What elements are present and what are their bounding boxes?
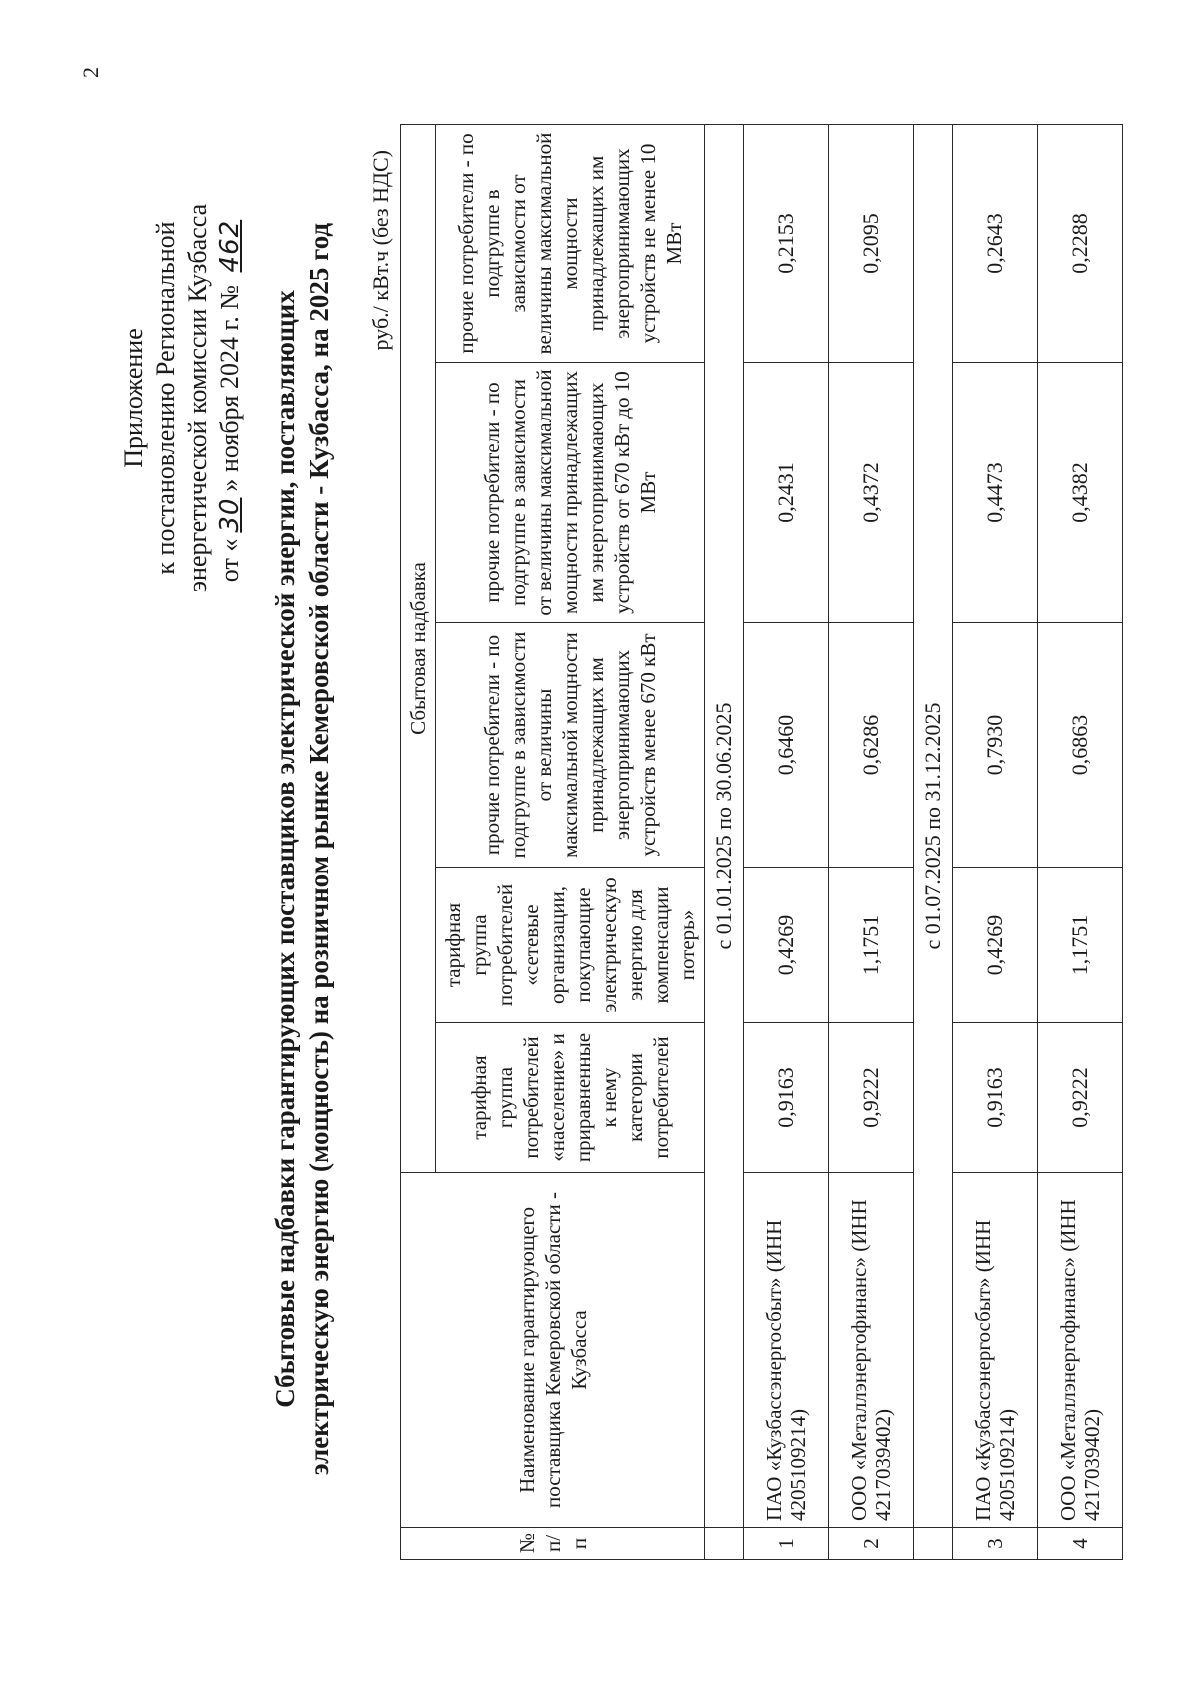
value-network-orgs: 0,4269 — [744, 868, 829, 1023]
value-670kw-10mw: 0,2431 — [744, 363, 829, 623]
date-prefix: от « — [215, 538, 244, 583]
value-over-10mw: 0,2095 — [829, 125, 914, 363]
group-header: Сбытовая надбавка — [401, 125, 436, 1173]
appendix-date-line — [214, 118, 246, 678]
col-num-header: № п/п — [401, 1528, 705, 1560]
supplier-name: ООО «Металлэнергофинанс» (ИНН 4217039402) — [829, 1173, 914, 1528]
document-title — [268, 0, 336, 1698]
appendix-line-2: к постановлению Региональной — [151, 221, 180, 575]
value-670kw-10mw: 0,4382 — [1038, 363, 1123, 623]
row-number: 3 — [953, 1528, 1038, 1560]
appendix-line-1: Приложение — [119, 328, 148, 468]
units-label: руб./ кВт.ч (без НДС) — [368, 150, 393, 351]
subheader-network-orgs: тарифная группа потребителей «сетевые организации, покупающие электрическую энергию для компенсации потерь» — [436, 868, 705, 1023]
handwritten-day: 30 — [215, 497, 245, 533]
row-number: 2 — [829, 1528, 914, 1560]
supplier-name: ООО «Металлэнергофинанс» (ИНН 4217039402) — [1038, 1173, 1123, 1528]
title-line-2: электрическую энергию (мощность) на розничном рынке Кемеровской области - Кузбасса, на 2025 год — [304, 222, 334, 1476]
value-under-670kw: 0,6286 — [829, 623, 914, 868]
period-row — [705, 125, 744, 1560]
table-row — [1038, 125, 1123, 1560]
period-label: с 01.01.2025 по 30.06.2025 — [705, 125, 744, 1528]
value-under-670kw: 0,7930 — [953, 623, 1038, 868]
supplier-name: ПАО «Кузбассэнергосбыт» (ИНН 4205109214) — [953, 1173, 1038, 1528]
header-row-1 — [401, 125, 436, 1560]
table-row — [744, 125, 829, 1560]
title-line-1: Сбытовые надбавки гарантирующих поставщиков электрической энергии, поставляющих — [270, 290, 300, 1408]
col-name-header: Наименование гарантирующего поставщика Кемеровской области - Кузбасса — [401, 1173, 705, 1528]
subheader-under-670kw: прочие потребители - по подгруппе в зависимости от величины максимальной мощности принадлежащих им энергопринимающих устройств менее 670 кВт — [436, 623, 705, 868]
value-over-10mw: 0,2643 — [953, 125, 1038, 363]
page-number: 2 — [78, 67, 103, 78]
subheader-over-10mw: прочие потребители - по подгруппе в зависимости от величины максимальной мощности принадлежащих им энергопринимающих устройств не менее 10 МВт — [436, 125, 705, 363]
value-population: 0,9163 — [744, 1023, 829, 1173]
subheader-population: тарифная группа потребителей «население» и приравненные к нему категории потребителей — [436, 1023, 705, 1173]
markup-table — [400, 124, 1123, 1560]
period-label: с 01.07.2025 по 31.12.2025 — [914, 125, 953, 1528]
row-number: 4 — [1038, 1528, 1123, 1560]
subheader-670kw-10mw: прочие потребители - по подгруппе в зависимости от величины максимальной мощности принадлежащих им энергопринимающих устройств от 670 кВт до 10 МВт — [436, 363, 705, 623]
value-under-670kw: 0,6863 — [1038, 623, 1123, 868]
value-network-orgs: 1,1751 — [1038, 868, 1123, 1023]
table-row — [953, 125, 1038, 1560]
value-over-10mw: 0,2288 — [1038, 125, 1123, 363]
value-network-orgs: 0,4269 — [953, 868, 1038, 1023]
table-row — [829, 125, 914, 1560]
value-population: 0,9163 — [953, 1023, 1038, 1173]
value-670kw-10mw: 0,4372 — [829, 363, 914, 623]
supplier-name: ПАО «Кузбассэнергосбыт» (ИНН 4205109214) — [744, 1173, 829, 1528]
value-population: 0,9222 — [829, 1023, 914, 1173]
appendix-header — [118, 118, 246, 678]
date-middle: » ноября 2024 г. № — [215, 284, 244, 492]
appendix-line-3: энергетической комиссии Кузбасса — [183, 203, 212, 593]
row-number: 1 — [744, 1528, 829, 1560]
value-670kw-10mw: 0,4473 — [953, 363, 1038, 623]
value-population: 0,9222 — [1038, 1023, 1123, 1173]
value-network-orgs: 1,1751 — [829, 868, 914, 1023]
handwritten-number: 462 — [215, 219, 245, 273]
value-over-10mw: 0,2153 — [744, 125, 829, 363]
value-under-670kw: 0,6460 — [744, 623, 829, 868]
period-row — [914, 125, 953, 1560]
